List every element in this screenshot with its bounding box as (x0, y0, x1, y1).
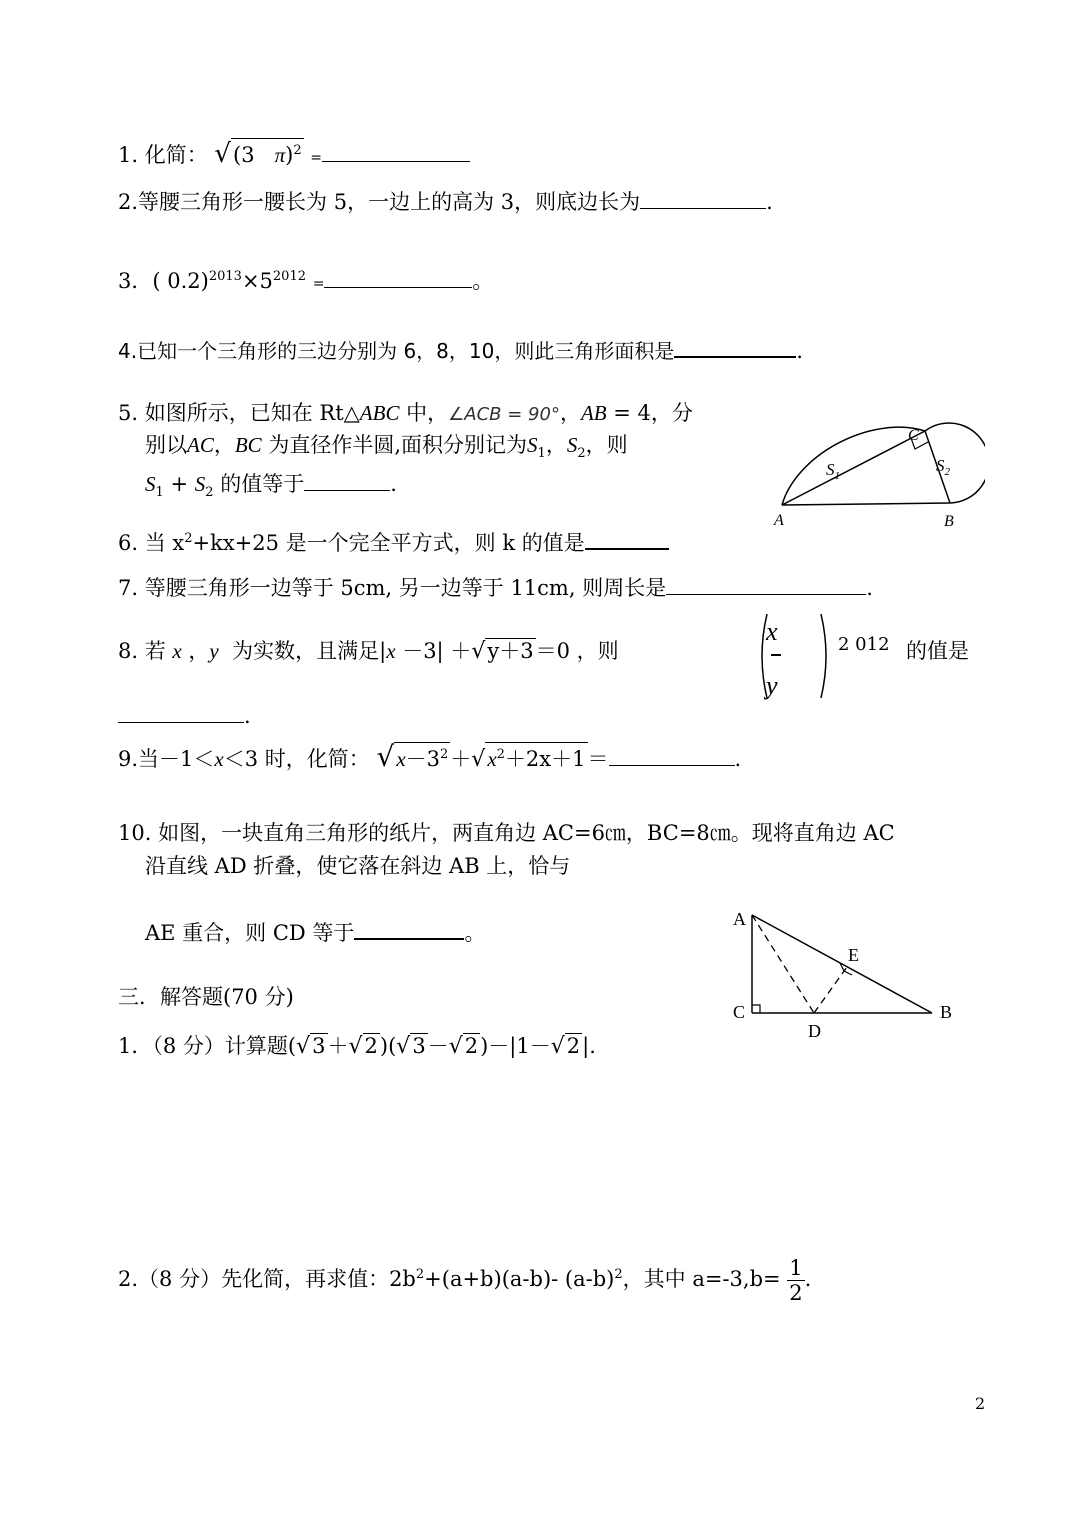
svg-text:B: B (944, 513, 954, 530)
question-9: 9.当－1＜x＜3 时，化简： $√x-3^2+√x^2+2x+1=$ . (118, 740, 742, 773)
question-4: 4.已知一个三角形的三边分别为 6，8，10，则此三角形面积是 ． (118, 334, 817, 366)
svg-text:y: y (766, 671, 778, 700)
question-10-line-3: AE 重合，则 CD 等于 。 (145, 916, 485, 948)
question-6: 6. 当 $x^2+kx+25$ 是一个完全平方式，则 k 的值是 (118, 524, 669, 558)
fraction-x-over-y-parenthesized (757, 610, 832, 702)
question-5-line-1: 5. 如图所示，已知在 Rt△ABC 中，∠ACB = 90°，AB = 4，分 (118, 401, 693, 425)
section-3-heading: 三．解答题(70 分) (118, 985, 294, 1009)
question-8: 8. 若 x ，y 为实数，且满足|x －3| ＋√y＋3＝0 ，则 (118, 639, 619, 664)
svg-text:E: E (848, 945, 859, 965)
answer-blank[interactable] (609, 743, 735, 766)
svg-text:C: C (908, 427, 919, 444)
segment-ac (782, 431, 925, 505)
segment-ab (782, 503, 950, 505)
question-5-line-3: $S_1 + S_2$ 的值等于 . (145, 468, 397, 508)
fraction-one-half: $\frac{1}{2}$ (789, 1256, 803, 1305)
question-8-tail: 2 012 (838, 634, 890, 655)
segment-de-dashed (814, 967, 847, 1013)
svg-text:x: x (766, 617, 778, 646)
question-10-line-2: 沿直线 AD 折叠，使它落在斜边 AB 上，恰与 (145, 854, 571, 878)
question-5-line-2: 别以AC，BC 为直径作半圆,面积分别记为$S_1$，$S_2$，则 (145, 433, 628, 462)
question-8-tail-2: 的值是 (906, 639, 969, 663)
answer-blank[interactable] (304, 468, 390, 491)
question-1: 1. 化简： √(3 π)$^2$ = (118, 138, 470, 173)
figure-folded-triangle (728, 905, 968, 1045)
question-7: 7. 等腰三角形一边等于 5cm, 另一边等于 11cm, 则周长是 . (118, 572, 873, 603)
svg-text:S2: $S_2$ (936, 456, 950, 478)
svg-text:A: A (774, 512, 784, 529)
answer-question-2: 2.（8 分）先化简，再求值：$2b^2+(a+b)(a-b)-$ $(a-b)^2$，其中 a=-3,b= $\frac{1}{2}$ . (118, 1256, 812, 1305)
semicircle-bc (925, 423, 985, 503)
answer-blank[interactable] (354, 916, 464, 940)
svg-text:C: C (733, 1002, 746, 1022)
answer-blank[interactable] (324, 265, 472, 288)
svg-text:A: A (733, 909, 746, 929)
figure-semicircles (760, 395, 985, 530)
segment-ad-dashed (752, 915, 814, 1013)
question-10-line-1: 10. 如图，一块直角三角形的纸片，两直角边 AC=6㎝，BC=8㎝。现将直角边 AC (118, 821, 895, 845)
question-3: 3．( $0.2)^{2013}\times 5^{2012}$ = 。 (118, 262, 493, 299)
svg-text:D: D (808, 1021, 821, 1041)
svg-text:B: B (940, 1002, 953, 1022)
answer-blank[interactable] (666, 572, 866, 595)
answer-blank[interactable] (585, 526, 669, 550)
sqrt-expression: √(3 π)$^2$ (214, 139, 302, 169)
page-number: 2 (975, 1394, 986, 1413)
question-2: 2.等腰三角形一腰长为 5，一边上的高为 3，则底边长为 . (118, 186, 773, 217)
question-8-answer: . (118, 700, 251, 731)
segment-ab (752, 915, 932, 1013)
answer-blank[interactable] (674, 334, 796, 358)
right-angle-c (752, 1005, 760, 1013)
svg-text:S1: $S_1$ (826, 460, 840, 482)
answer-question-1: 1．（8 分）计算题(√3＋√2)(√3－√2)－|1－√2|. (118, 1034, 596, 1059)
answer-blank[interactable] (322, 139, 470, 162)
answer-blank[interactable] (640, 186, 766, 209)
answer-blank[interactable] (118, 700, 244, 723)
